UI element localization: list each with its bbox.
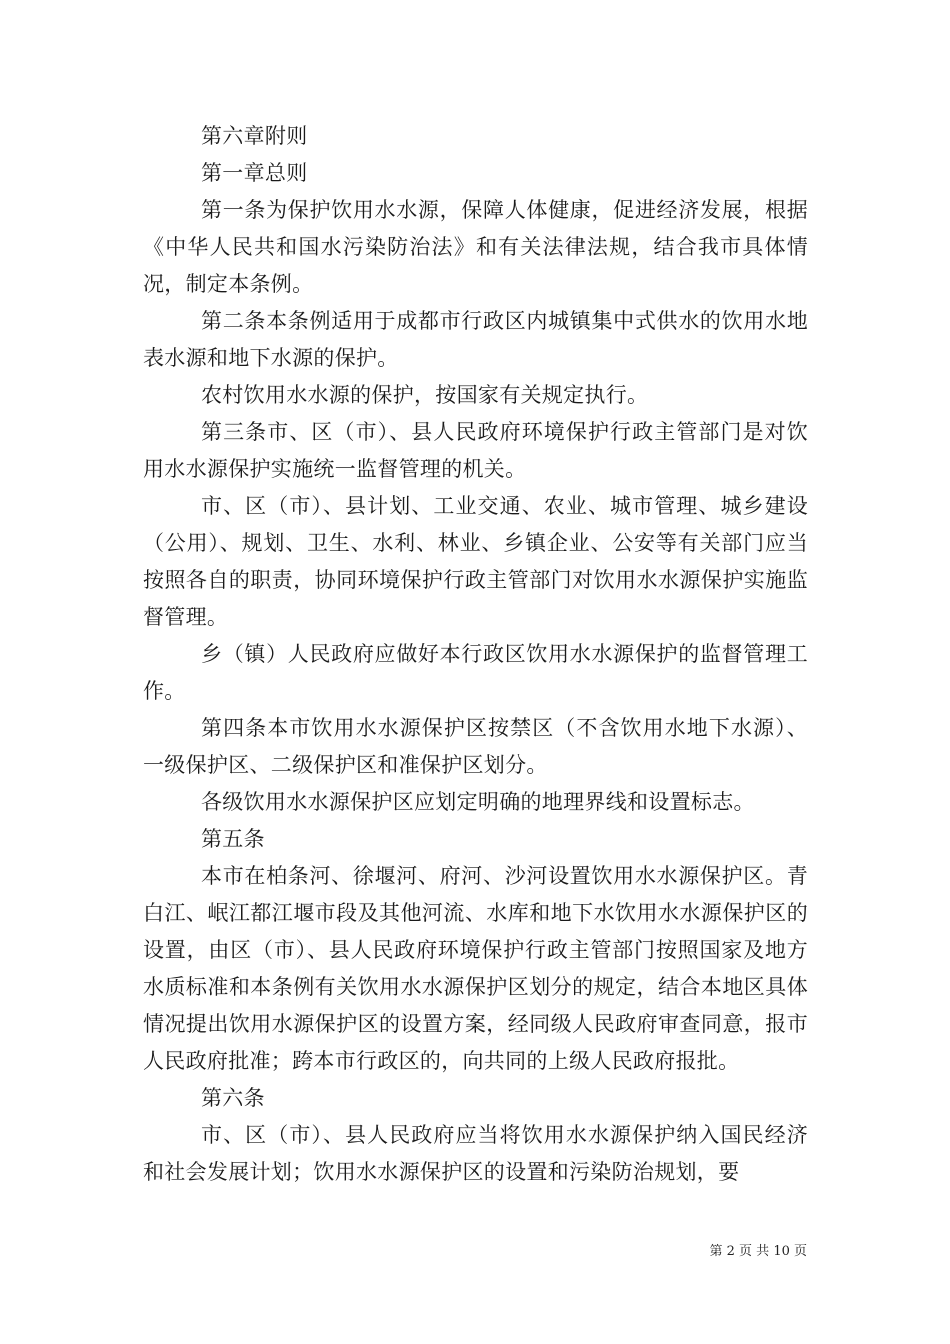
boundary-paragraph: 各级饮用水水源保护区应划定明确的地理界线和设置标志。	[201, 790, 755, 814]
article-6-paragraph: 市、区（市）、县人民政府应当将饮用水水源保护纳入国民经济和社会发展计划；饮用水水源保护区的设置和污染防治规划，要	[143, 1123, 808, 1184]
chapter-heading-6: 第六章附则	[201, 124, 308, 148]
page-number-footer: 第 2 页 共 10 页	[709, 1244, 807, 1259]
article-4-paragraph: 第四条本市饮用水水源保护区按禁区（不含饮用水地下水源）、一级保护区、二级保护区和准保护区划分。	[143, 716, 808, 777]
article-5-paragraph: 本市在柏条河、徐堰河、府河、沙河设置饮用水水源保护区。青白江、岷江都江堰市段及其他河流、水库和地下水饮用水水源保护区的设置，由区（市）、县人民政府环境保护行政主管部门按照国家及地方水质标准和本条例有关饮用水水源保护区划分的规定，结合本地区具体情况提出饮用水源保护区的设置方案，经同级人民政府审查同意，报市人民政府批准；跨本市行政区的，向共同的上级人民政府报批。	[143, 864, 808, 1073]
departments-paragraph: 市、区（市）、县计划、工业交通、农业、城市管理、城乡建设（公用）、规划、卫生、水利、林业、乡镇企业、公安等有关部门应当按照各自的职责，协同环境保护行政主管部门对饮用水水源保护实施监督管理。	[143, 494, 808, 629]
article-1-paragraph: 第一条为保护饮用水水源，保障人体健康，促进经济发展，根据《中华人民共和国水污染防治法》和有关法律法规，结合我市具体情况，制定本条例。	[143, 198, 808, 296]
township-paragraph: 乡（镇）人民政府应做好本行政区饮用水水源保护的监督管理工作。	[143, 642, 808, 703]
chapter-heading-1: 第一章总则	[201, 161, 308, 185]
article-6-heading: 第六条	[201, 1086, 265, 1110]
article-2-paragraph: 第二条本条例适用于成都市行政区内城镇集中式供水的饮用水地表水源和地下水源的保护。	[143, 309, 808, 370]
article-5-heading: 第五条	[201, 827, 265, 851]
document-body	[143, 118, 808, 1191]
rural-water-paragraph: 农村饮用水水源的保护，按国家有关规定执行。	[201, 383, 649, 407]
article-3-paragraph: 第三条市、区（市）、县人民政府环境保护行政主管部门是对饮用水水源保护实施统一监督管理的机关。	[143, 420, 808, 481]
